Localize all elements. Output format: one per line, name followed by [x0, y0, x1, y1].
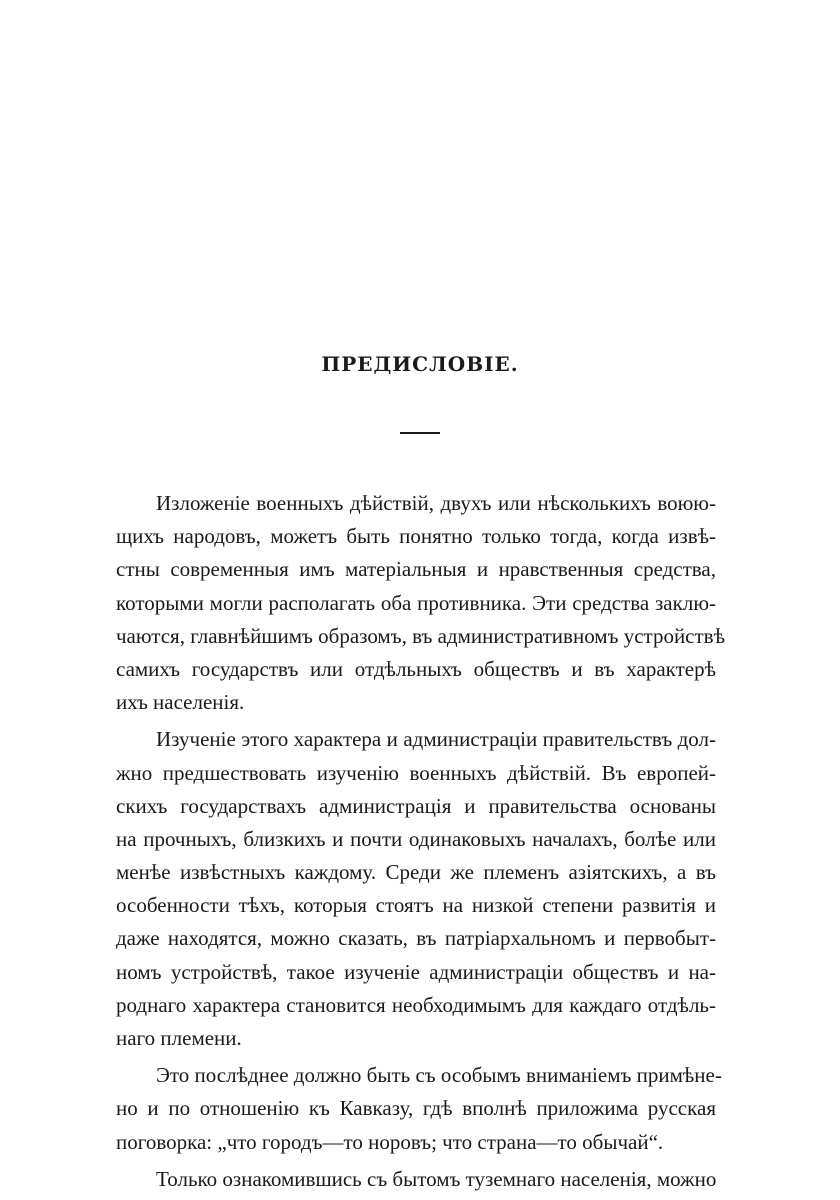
text-line: даже находятся, можно сказать, въ патріархальномъ и первобыт- — [116, 926, 716, 951]
text-line: чаются, главнѣйшимъ образомъ, въ административномъ устройствѣ — [116, 623, 725, 648]
text-line: но и по отношенію къ Кавказу, гдѣ вполнѣ приложима русская — [116, 1096, 716, 1121]
text-line: жно предшествовать изученію военныхъ дѣйствій. Въ европей- — [116, 760, 716, 785]
text-line: щихъ народовъ, можетъ быть понятно только тогда, когда извѣ- — [116, 524, 716, 549]
title-divider — [400, 432, 440, 434]
text-line: Изученіе этого характера и администраціи правительствъ дол- — [156, 727, 716, 752]
text-line: самихъ государствъ или отдѣльныхъ обществъ и въ характерѣ — [116, 656, 716, 681]
text-line: поговорка: „что городъ—то норовъ; что страна—то обычай“. — [116, 1129, 664, 1154]
text-line: которыми могли располагать оба противника. Эти средства заклю- — [116, 590, 716, 615]
page-title: ПРЕДИСЛОВІЕ. — [321, 352, 519, 376]
body-text — [116, 487, 725, 1200]
text-line: стны современныя имъ матеріальныя и нравственныя средства, — [116, 557, 716, 582]
text-line: менѣе извѣстныхъ каждому. Среди же племенъ азіятскихъ, а въ — [116, 860, 716, 885]
text-line: наго племени. — [116, 1026, 242, 1050]
paragraph — [116, 723, 716, 1055]
text-line: номъ устройствѣ, такое изученіе администраціи обществъ и на- — [116, 959, 716, 984]
text-line: Только ознакомившись съ бытомъ туземнаго населенія, можно — [156, 1166, 717, 1191]
text-line: роднаго характера становится необходимымъ для каждаго отдѣль- — [116, 992, 716, 1017]
text-line: особенности тѣхъ, которыя стоятъ на низкой степени развитія и — [116, 893, 716, 918]
text-line: ихъ населенія. — [116, 690, 245, 715]
paragraph — [116, 487, 725, 719]
text-line: Это послѣднее должно быть съ особымъ вниманіемъ примѣне- — [156, 1063, 722, 1088]
text-line: на прочныхъ, близкихъ и почти одинаковыхъ началахъ, болѣе или — [116, 826, 716, 851]
paragraph — [116, 1059, 722, 1159]
text-line: скихъ государствахъ администрація и правительства основаны — [116, 793, 716, 818]
text-line: Изложеніе военныхъ дѣйствій, двухъ или нѣсколькихъ воюю- — [156, 491, 716, 515]
